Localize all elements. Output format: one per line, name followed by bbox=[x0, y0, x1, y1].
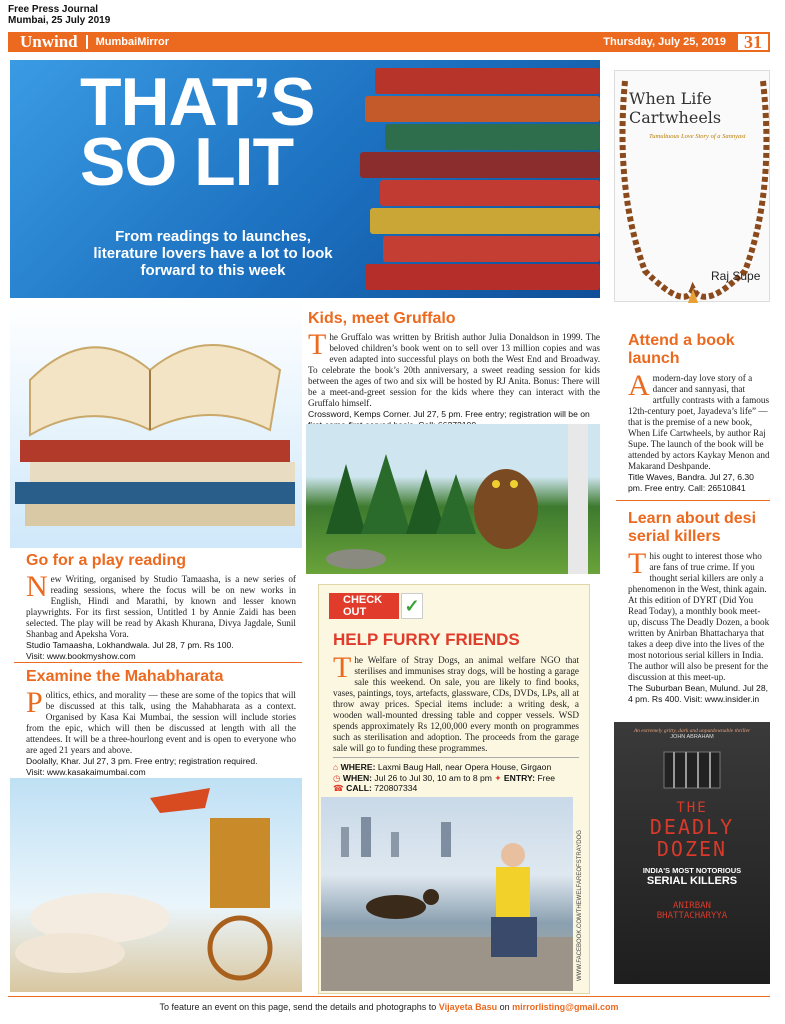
book-spine bbox=[365, 264, 600, 290]
book-spine bbox=[385, 124, 600, 150]
photo-credit: WWW.FACEBOOK.COM/THEWELFAREOFSTRAYDOG bbox=[577, 830, 583, 981]
play-reading-info: Studio Tamaasha, Lokhandwala. Jul 28, 7 pm. Rs 100. bbox=[26, 640, 234, 650]
book-cover-when-life-cartwheels bbox=[614, 70, 770, 302]
drop-cap: A bbox=[628, 369, 650, 402]
footer-contact-name: Vijayeta Basu bbox=[438, 1002, 498, 1012]
open-books-photo bbox=[10, 300, 302, 548]
gruffalo-article bbox=[308, 310, 600, 430]
check-tick-icon: ✓ bbox=[401, 593, 423, 619]
footer-email-link[interactable]: mirrorlisting@gmail.com bbox=[512, 1002, 619, 1012]
section-name: Unwind bbox=[20, 32, 78, 51]
cover-subtitle-1: INDIA'S MOST NOTORIOUS bbox=[642, 866, 742, 875]
cover-title: When Life Cartwheels bbox=[629, 89, 722, 127]
mahabharata-heading: Examine the Mahabharata bbox=[26, 668, 224, 685]
ticket-icon: ✦ bbox=[494, 772, 502, 783]
drop-cap: T bbox=[333, 651, 352, 684]
play-reading-article bbox=[26, 552, 296, 661]
divider bbox=[616, 500, 770, 501]
hero-title bbox=[80, 64, 315, 200]
issue-date: Thursday, July 25, 2019 bbox=[603, 36, 726, 48]
drop-cap: T bbox=[308, 328, 327, 361]
footer-text-mid: on bbox=[499, 1002, 510, 1012]
page-number: 31 bbox=[736, 32, 770, 52]
serial-killers-article bbox=[628, 510, 770, 704]
play-reading-body bbox=[26, 570, 296, 640]
gruffalo-info: Crossword, Kemps Corner. Jul 27, 5 pm. Free entry; registration will be on bbox=[308, 409, 590, 419]
prison-bars-icon bbox=[662, 750, 722, 790]
cover-blurb: An extremely gritty, dark and unputdownable thriller bbox=[633, 728, 751, 734]
serial-killers-text: his ought to interest those who are fans of true crime. If you thought serial killers are only a phenomenon in the West, think again. At this edition of DYRT (Did You Read Today), a monthly book meet-up, discuss The Deadly Dozen, a book written by Anirban Bhattacharya that takes a deep dive into the lives of the most notorious serial killers in India. The author will also be present for the discussion at this meet-up. bbox=[628, 551, 770, 682]
serial-killers-info: The Suburban Bean, Mulund. Jul 28, 4 pm. Rs 400. Visit: www.insider.in bbox=[628, 683, 768, 704]
checkout-badge-line2: OUT bbox=[343, 606, 367, 618]
play-reading-link[interactable]: Visit: www.bookmyshow.com bbox=[26, 650, 136, 661]
book-spine bbox=[360, 152, 600, 178]
gruffalo-illustration bbox=[306, 424, 600, 574]
checkout-call: ☎ CALL: 720807334 bbox=[333, 783, 418, 793]
cover-title: THE DEADLY DOZEN bbox=[649, 800, 735, 861]
checkout-details bbox=[333, 757, 579, 794]
play-reading-heading: Go for a play reading bbox=[26, 552, 187, 569]
gruffalo-text: he Gruffalo was written by British author Julia Donaldson in 1999. The beloved children’s book went on to sell over 13 million copies and was even adapted into successful plays on both the West End and Broadway. To celebrate the book’s 20th anniversary, a sweet reading session for kids between the ages of two and six will be hosted by RJ Anita. Bonus: There will be a meet-and-greet session for the kids where they can interact with the Gruffalo himself. bbox=[308, 332, 600, 408]
open-book-illustration bbox=[10, 300, 302, 548]
paper-name: Free Press Journal bbox=[8, 4, 99, 15]
forest-scene bbox=[306, 424, 600, 574]
gruffalo-body bbox=[308, 328, 600, 409]
mahabharata-body bbox=[26, 686, 296, 756]
drop-cap: T bbox=[628, 547, 647, 580]
checkout-badge-line1: CHECK bbox=[343, 594, 383, 606]
book-launch-heading: Attend a book launch bbox=[628, 332, 735, 367]
book-launch-article bbox=[628, 332, 770, 493]
play-reading-text: ew Writing, organised by Studio Tamaasha, is a new series of reading sessions, where the focus will be on new works in English, Hindi and Marathi, by known and lesser known playwrights. For its first session, Untitled 1 by Annie Zaidi has been selected. The play will be read by Akash Khurana, Divya Jagdale, Sunil Shanbag and Apeksha Vora. bbox=[26, 574, 296, 639]
mahabharata-link[interactable]: Visit: www.kasakaimumbai.com bbox=[26, 766, 146, 777]
footer-text: To feature an event on this page, send the details and photographs to bbox=[159, 1002, 437, 1012]
hero-title-line1: THAT’S bbox=[80, 64, 315, 140]
cover-author: Raj Supe bbox=[711, 269, 761, 283]
section-header-bar bbox=[8, 32, 770, 52]
hero-subtitle: From readings to launches, literature lovers have a lot to look forward to this week bbox=[93, 228, 333, 279]
book-spine bbox=[365, 96, 600, 122]
checkout-text: he Welfare of Stray Dogs, an animal welfare NGO that sterilises and immunises stray dogs, will be hosting a garage sale this weekend. On sale, you are likely to find books, vases, paintings, toys, artefacts, glassware, CDs, DVDs, LPs, all at throw away prices. Special items include: a writing desk, a wooden wall-mounted dressing table and copper vessels. WSD spends approximately Rs 12,00,000 every month on programmes such as sterilisation and adoption. The proceeds from the garage sale will go to funding these programmes. bbox=[333, 655, 579, 753]
drop-cap: P bbox=[26, 686, 43, 719]
dateline: Mumbai, 25 July 2019 bbox=[8, 15, 111, 26]
cover-subtitle-2: SERIAL KILLERS bbox=[646, 875, 738, 887]
serial-killers-heading: Learn about desi serial killers bbox=[628, 510, 757, 545]
book-spine bbox=[375, 68, 600, 94]
book-stack-illustration bbox=[355, 60, 600, 298]
checkout-badge bbox=[329, 593, 399, 619]
location-icon: ⌂ bbox=[333, 762, 339, 772]
mahabharata-info: Doolally, Khar. Jul 27, 3 pm. Free entry; registration required. bbox=[26, 756, 258, 766]
checkout-when: ◷ WHEN: Jul 26 to Jul 30, 10 am to 8 pm ✦ ENTRY: Free bbox=[333, 772, 555, 783]
book-spine bbox=[380, 180, 600, 206]
page-footer bbox=[8, 996, 770, 1018]
book-spine bbox=[383, 236, 600, 262]
header-divider bbox=[86, 35, 88, 49]
brand-name: MumbaiMirror bbox=[95, 36, 169, 48]
checkout-where: ⌂ WHERE: Laxmi Baug Hall, near Opera House, Girgaon bbox=[333, 762, 552, 772]
divider bbox=[14, 662, 302, 663]
cover-subtitle: Tumultuous Love Story of a Sannyasi bbox=[649, 133, 746, 140]
book-launch-body bbox=[628, 369, 770, 472]
checkout-body bbox=[333, 651, 579, 754]
book-launch-info: Title Waves, Bandra. Jul 27, 6.30 pm. Free entry. Call: 26510841 bbox=[628, 472, 754, 493]
hero-title-line2: SO LIT bbox=[80, 124, 294, 200]
chariot-illustration bbox=[10, 778, 302, 992]
book-spine bbox=[370, 208, 600, 234]
cover-endorser: JOHN ABRAHAM bbox=[670, 734, 714, 740]
mahabharata-text: olitics, ethics, and morality — these are some of the topics that will be discussed at this talk, using the Mahabharata as a context. Organised by Kasa Kai Mumbai, the session will include stories from the epic, which will then be discussed at length with all the attendees. It will be a three-hourlong event and is open to everyone who are aged 21 years and above. bbox=[26, 690, 296, 755]
serial-killers-body bbox=[628, 547, 770, 683]
book-launch-text: modern-day love story of a dancer and sannyasi, that artfully contrasts with a famous 12th-century poet, Jayadeva’s life” — that is the premise of a new book, When Life Cartwheels, by author Raj Supe. The launch of the book will be attended by actors Kaykay Menon and Makarand Deshpande. bbox=[628, 373, 770, 471]
phone-icon: ☎ bbox=[333, 783, 344, 793]
seaside-photo-illustration bbox=[321, 797, 573, 991]
cover-author: ANIRBAN BHATTACHARYYA bbox=[656, 901, 728, 921]
dog-and-man-photo bbox=[321, 797, 573, 991]
clock-icon: ◷ bbox=[333, 772, 341, 783]
hero-banner bbox=[10, 60, 600, 298]
gruffalo-heading: Kids, meet Gruffalo bbox=[308, 310, 456, 327]
mahabharata-article bbox=[26, 668, 296, 777]
masthead bbox=[8, 4, 110, 26]
book-cover-deadly-dozen bbox=[614, 722, 770, 984]
drop-cap: N bbox=[26, 570, 48, 603]
checkout-heading: HELP FURRY FRIENDS bbox=[333, 630, 520, 649]
checkout-box bbox=[318, 584, 590, 994]
chariot-painting bbox=[10, 778, 302, 992]
